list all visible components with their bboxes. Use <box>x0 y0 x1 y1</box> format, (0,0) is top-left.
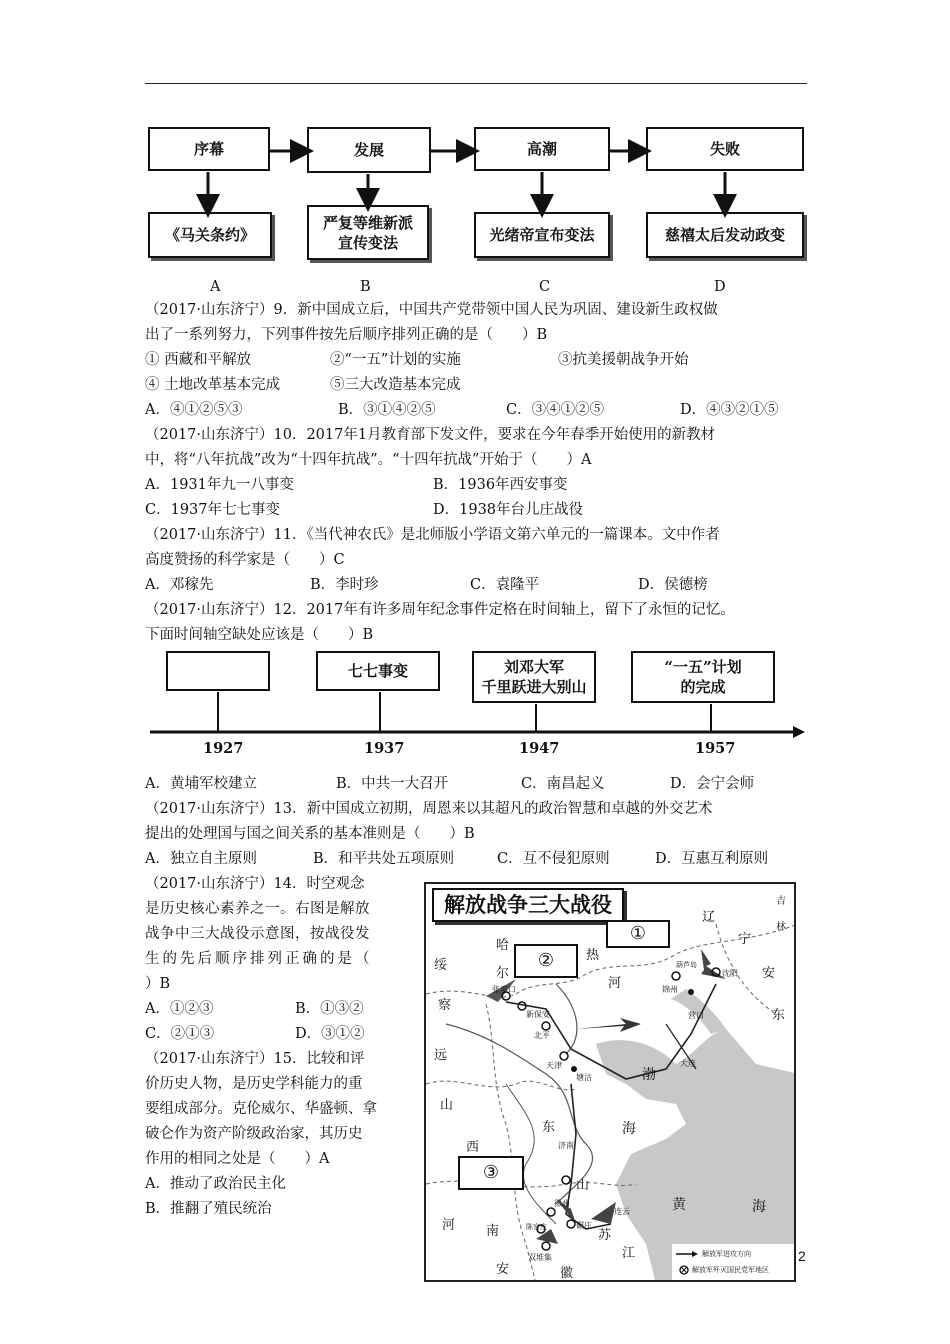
map-region-char: 河 <box>442 1218 456 1233</box>
q15-stem-5: 作用的相同之处是（ ）A <box>145 1151 330 1167</box>
map-marker-1: ① <box>606 920 670 948</box>
q14-option-a: A．①②③ <box>145 1001 214 1017</box>
q14-option-d: D．③①② <box>295 1026 365 1042</box>
map-region-char: 远 <box>434 1048 448 1063</box>
q10-option-a: A．1931年九一八事变 <box>145 477 294 493</box>
q15-stem-1: （2017·山东济宁）15．比较和评 <box>145 1051 365 1067</box>
map-marker-3: ③ <box>458 1156 524 1190</box>
map-sea-huang-hai: 海 <box>752 1199 766 1215</box>
map-place-lianyun: 连云 <box>614 1207 630 1216</box>
q11-option-b: B．李时珍 <box>310 577 379 593</box>
q9-item-5: ⑤三大改造基本完成 <box>330 377 461 393</box>
q9-item-2: ②“一五”计划的实施 <box>330 352 461 368</box>
map-region-char: 尔 <box>496 966 510 981</box>
flow-stage-2: 发展 <box>307 127 431 173</box>
q10-stem-1: （2017·山东济宁）10．2017年1月教育部下发文件，要求在今年春季开始使用的新教材 <box>145 427 716 443</box>
q13-option-a: A．独立自主原则 <box>145 851 257 867</box>
map-place-dalian: 大连 <box>680 1059 696 1068</box>
q9-item-4: ④ 土地改革基本完成 <box>145 377 281 393</box>
timeline-box-1957: “一五”计划 的完成 <box>631 651 775 703</box>
map-legend-attack: 解放军进攻方向 <box>702 1250 751 1258</box>
map-place-yingkou: 营口 <box>688 1011 704 1020</box>
q10-stem-2: 中，将“八年抗战”改为“十四年抗战”。“十四年抗战”开始于（ ）A <box>145 452 592 468</box>
map-place-shenyang: 沈阳 <box>722 969 738 978</box>
q15-option-b: B．推翻了殖民统治 <box>145 1201 272 1217</box>
map-region-char: 山 <box>440 1098 454 1113</box>
q10-option-c: C．1937年七七事变 <box>145 502 280 518</box>
q13-option-b: B．和平共处五项原则 <box>313 851 455 867</box>
map-sea-huang: 黄 <box>672 1197 686 1213</box>
map-place-zhangjiakou: 张家口 <box>492 985 516 994</box>
map-sea-bo: 渤 <box>642 1067 656 1083</box>
timeline-year-1937: 1937 <box>364 740 405 757</box>
timeline-year-1927: 1927 <box>203 740 244 757</box>
map-place-tianjin: 天津 <box>546 1061 562 1070</box>
q12-option-d: D．会宁会师 <box>670 776 755 792</box>
map-title: 解放战争三大战役 <box>432 888 624 922</box>
map-region-char: 察 <box>438 998 452 1013</box>
map-region-char: 东 <box>772 1008 786 1023</box>
map-place-tanggu: 塘沽 <box>576 1073 592 1082</box>
flow-stage-1: 序幕 <box>148 127 270 171</box>
q12-stem-1: （2017·山东济宁）12．2017年有许多周年纪念事件定格在时间轴上，留下了永恒的记忆。 <box>145 602 735 618</box>
map-region-char: 苏 <box>598 1228 612 1243</box>
map-place-huludao: 葫芦岛 <box>676 961 697 969</box>
q9-option-d: D．④③②①⑤ <box>680 402 779 418</box>
flow-event-1: 《马关条约》 <box>148 212 272 258</box>
map-region-char: 徽 <box>560 1266 574 1281</box>
map-place-beiping: 北平 <box>534 1031 550 1040</box>
map-region-char: 山 <box>576 1178 590 1193</box>
map-region-char: 绥 <box>434 958 448 973</box>
q9-stem-1: （2017·山东济宁）9．新中国成立后，中国共产党带领中国人民为巩固、建设新生政权做 <box>145 302 718 318</box>
map-sea-bo-hai: 海 <box>622 1121 636 1137</box>
q9-item-1: ① 西藏和平解放 <box>145 352 252 368</box>
map-place-jinan: 济南 <box>558 1141 574 1150</box>
map-region-char: 吉 <box>776 896 786 907</box>
q13-stem-1: （2017·山东济宁）13．新中国成立初期，周恩来以其超凡的政治智慧和卓越的外交艺术 <box>145 801 713 817</box>
q9-option-a: A．④①②⑤③ <box>145 402 243 418</box>
q12-option-b: B．中共一大召开 <box>336 776 449 792</box>
q14-stem-4: 生的先后顺序排列正确的是（ <box>145 951 373 967</box>
flow-stage-4: 失败 <box>646 127 804 171</box>
q14-stem-5: ）B <box>145 976 171 992</box>
q11-stem-1: （2017·山东济宁）11．《当代神农氏》是北师版小学语文第六单元的一篇课本。文中作者 <box>145 527 720 543</box>
q14-stem-1: （2017·山东济宁）14．时空观念 <box>145 876 365 892</box>
q15-stem-2: 价历史人物，是历史学科能力的重 <box>145 1076 363 1092</box>
q11-option-a: A．邓稼先 <box>145 577 214 593</box>
flow-letter-a: A <box>210 279 221 295</box>
timeline-year-1957: 1957 <box>695 740 736 757</box>
timeline-axis <box>145 690 810 740</box>
q13-stem-2: 提出的处理国与国之间关系的基本准则是（ ）B <box>145 826 475 842</box>
q14-option-c: C．②①③ <box>145 1026 215 1042</box>
map-region-char: 宁 <box>738 932 752 947</box>
q11-option-d: D．侯德榜 <box>638 577 708 593</box>
map-place-nianzhuang: 碾庄 <box>576 1221 592 1230</box>
q12-option-a: A．黄埔军校建立 <box>145 776 257 792</box>
map-region-char: 安 <box>762 966 776 981</box>
map-region-char: 东 <box>542 1120 556 1135</box>
map-region-char: 江 <box>622 1246 636 1261</box>
q14-stem-2: 是历史核心素养之一。右图是解放 <box>145 901 370 917</box>
timeline-box-1937: 七七事变 <box>316 651 440 691</box>
map-marker-2: ② <box>514 944 578 978</box>
q15-stem-4: 破仑作为资产阶级政治家，其历史 <box>145 1126 363 1142</box>
q13-option-d: D．互惠互利原则 <box>655 851 769 867</box>
flow-event-4: 慈禧太后发动政变 <box>646 212 804 258</box>
q9-item-3: ③抗美援朝战争开始 <box>558 352 689 368</box>
map-place-chenguanzhuang: 陈官庄 <box>526 1223 547 1231</box>
q12-option-c: C．南昌起义 <box>521 776 605 792</box>
map-region-char: 热 <box>586 948 600 963</box>
map-place-xuzhou: 徐州 <box>554 1199 570 1208</box>
map-region-char: 南 <box>486 1224 500 1239</box>
q10-option-d: D．1938年台儿庄战役 <box>433 502 584 518</box>
flow-stage-3: 高潮 <box>474 127 610 171</box>
q10-option-b: B．1936年西安事变 <box>433 477 568 493</box>
header-rule <box>145 83 807 84</box>
three-campaigns-map <box>424 882 796 1282</box>
q15-option-a: A．推动了政治民主化 <box>145 1176 286 1192</box>
map-legend-annihilation: 解放军歼灭国民党军地区 <box>692 1266 769 1274</box>
timeline-year-1947: 1947 <box>519 740 560 757</box>
map-region-char: 西 <box>466 1140 480 1155</box>
q11-stem-2: 高度赞扬的科学家是（ ）C <box>145 552 345 568</box>
map-place-jinzhou: 锦州 <box>662 985 678 994</box>
q14-stem-3: 战争中三大战役示意图，按战役发 <box>145 926 370 942</box>
page-number: 2 <box>798 1248 806 1264</box>
q15-stem-3: 要组成部分。克伦威尔、华盛顿、拿 <box>145 1101 377 1117</box>
map-region-char: 林 <box>776 922 786 933</box>
flow-arrows <box>140 120 820 220</box>
map-region-char: 安 <box>496 1262 510 1277</box>
timeline-box-1947: 刘邓大军 千里跃进大别山 <box>472 651 596 703</box>
flow-event-2: 严复等维新派 宣传变法 <box>307 205 429 260</box>
map-region-char: 辽 <box>702 910 716 925</box>
q12-stem-2: 下面时间轴空缺处应该是（ ）B <box>145 627 374 643</box>
flow-letter-d: D <box>714 279 726 295</box>
q11-option-c: C．袁隆平 <box>470 577 540 593</box>
map-region-char: 河 <box>608 976 622 991</box>
map-place-xinbaoan: 新保安 <box>526 1010 550 1019</box>
q14-option-b: B．①③② <box>295 1001 364 1017</box>
map-place-shuangduiji: 双堆集 <box>528 1253 552 1262</box>
q13-option-c: C．互不侵犯原则 <box>497 851 610 867</box>
flow-event-3: 光绪帝宣布变法 <box>474 212 610 258</box>
flow-letter-b: B <box>360 279 371 295</box>
q9-option-c: C．③④①②⑤ <box>506 402 605 418</box>
flow-letter-c: C <box>539 279 551 295</box>
q9-stem-2: 出了一系列努力，下列事件按先后顺序排列正确的是（ ）B <box>145 327 548 343</box>
map-region-char: 哈 <box>496 938 510 953</box>
q9-option-b: B．③①④②⑤ <box>338 402 436 418</box>
timeline-box-blank <box>166 651 270 691</box>
